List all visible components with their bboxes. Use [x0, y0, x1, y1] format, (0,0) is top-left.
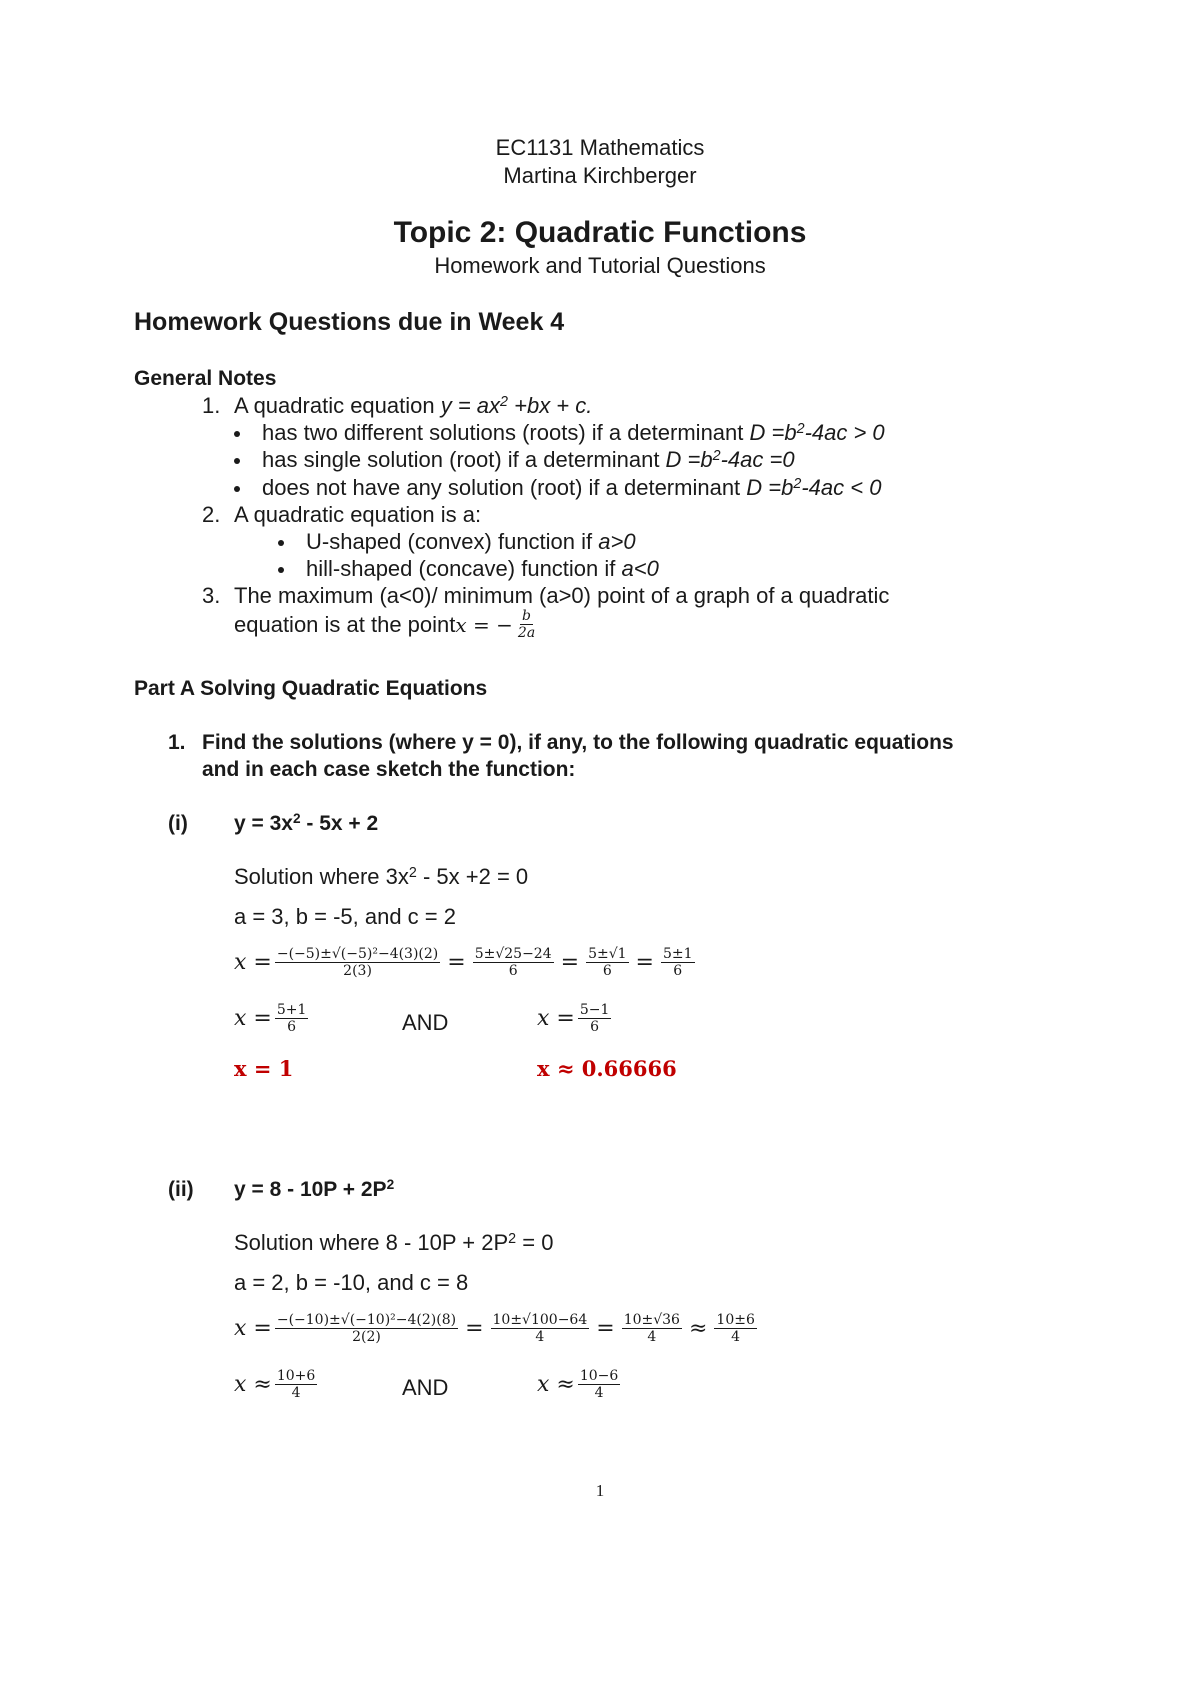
note-2-text: A quadratic equation is a:: [234, 502, 482, 527]
general-notes-heading: General Notes: [134, 367, 277, 390]
item-i-and: AND: [402, 1010, 449, 1035]
item-i-answer-1: x = 1: [234, 1056, 294, 1081]
bullet-icon: [234, 431, 240, 437]
item-ii-coefficients: a = 2, b = -10, and c = 8: [234, 1270, 469, 1295]
item-i-root-1-expression: x = $\frac{5+1}{6}$: [234, 1002, 307, 1036]
course-title: EC1131 Mathematics: [495, 135, 705, 160]
bullet-icon: [278, 540, 284, 546]
note-1-bullet-3: does not have any solution (root) if a determinant $D =b^2-4ac < 0$: [234, 475, 881, 501]
question-1-number: 1.: [168, 731, 186, 754]
bullet-icon: [278, 567, 284, 573]
note-1: [234, 393, 592, 419]
item-ii-root-2-expression: x ≈ $\frac{10-6}{4}$: [537, 1368, 619, 1402]
page-title: Topic 2: Quadratic Functions: [393, 216, 807, 249]
question-1-line-2: and in each case sketch the function:: [202, 758, 576, 781]
section-title: Homework Questions due in Week 4: [134, 308, 565, 336]
note-3-line-1: The maximum (a<0)/ minimum (a>0) point of a graph of a quadratic: [234, 583, 890, 608]
question-1-line-1: Find the solutions (where y = 0), if any, to the following quadratic equations: [202, 731, 954, 754]
item-ii-label: (ii): [168, 1178, 194, 1201]
bullet-icon: [234, 458, 240, 464]
note-1-bullet-1: has two different solutions (roots) if a determinant $D =b^2-4ac > 0$: [234, 420, 885, 446]
note-3-line-2: equation is at the point x = − $\frac{b}{2a}$: [234, 608, 536, 642]
note-1-number: 1.: [202, 393, 221, 418]
page-subtitle: Homework and Tutorial Questions: [434, 253, 766, 278]
bullet-icon: [234, 486, 240, 492]
item-i-root-2-expression: x = $\frac{5-1}{6}$: [537, 1002, 610, 1036]
item-ii-quadratic-formula: x = $\frac{\text{−(−10)±√(−10)²−4(2)(8)}}{2(2)}$ = $\frac{10\pm√100-64}{4}$ = $\frac{10\pm√36}{4}$ ≈ $\frac{10\pm 6}{4}$: [234, 1312, 755, 1346]
item-ii-equation: $y = 8 - 10P + 2P^2$: [234, 1177, 395, 1201]
item-i-equation: $y = 3x^2 - 5x + 2$: [234, 811, 379, 835]
item-i-label: (i): [168, 812, 188, 835]
item-i-answer-2: x ≈ 0.66666: [537, 1056, 677, 1081]
note-2-bullet-2: hill-shaped (concave) function if a<0: [278, 556, 659, 582]
note-3-number: 3.: [202, 583, 221, 608]
note-1-bullet-2: has single solution (root) if a determinant $D =b^2-4ac =0$: [234, 447, 795, 473]
item-i-solution-statement: Solution where $3x^2 - 5x +2 = 0$: [234, 864, 529, 889]
author: Martina Kirchberger: [503, 163, 697, 188]
note-2-bullet-1: U-shaped (convex) function if a>0: [278, 529, 636, 555]
item-i-coefficients: a = 3, b = -5, and c = 2: [234, 904, 456, 929]
note-2-number: 2.: [202, 502, 221, 527]
item-ii-and: AND: [402, 1375, 449, 1400]
note-1-text: A quadratic equation: [234, 393, 435, 418]
item-ii-solution-statement: Solution where $8 - 10P + 2P^2 = 0$: [234, 1230, 554, 1255]
item-i-quadratic-formula: x = $\frac{\text{−(−5)±√(−5)²−4(3)(2)}}{2(3)}$ = $\frac{5\pm√25-24}{6}$ = $\frac{5\pm√1}{6}$ = $\frac{5\pm 1}{6}$: [234, 946, 693, 980]
part-a-heading: Part A Solving Quadratic Equations: [134, 677, 488, 700]
page-number: 1: [595, 1481, 605, 1500]
note-1-equation: $y = ax^2 +bx + c$.: [440, 393, 593, 418]
item-ii-root-1-expression: x ≈ $\frac{10+6}{4}$: [234, 1368, 316, 1402]
